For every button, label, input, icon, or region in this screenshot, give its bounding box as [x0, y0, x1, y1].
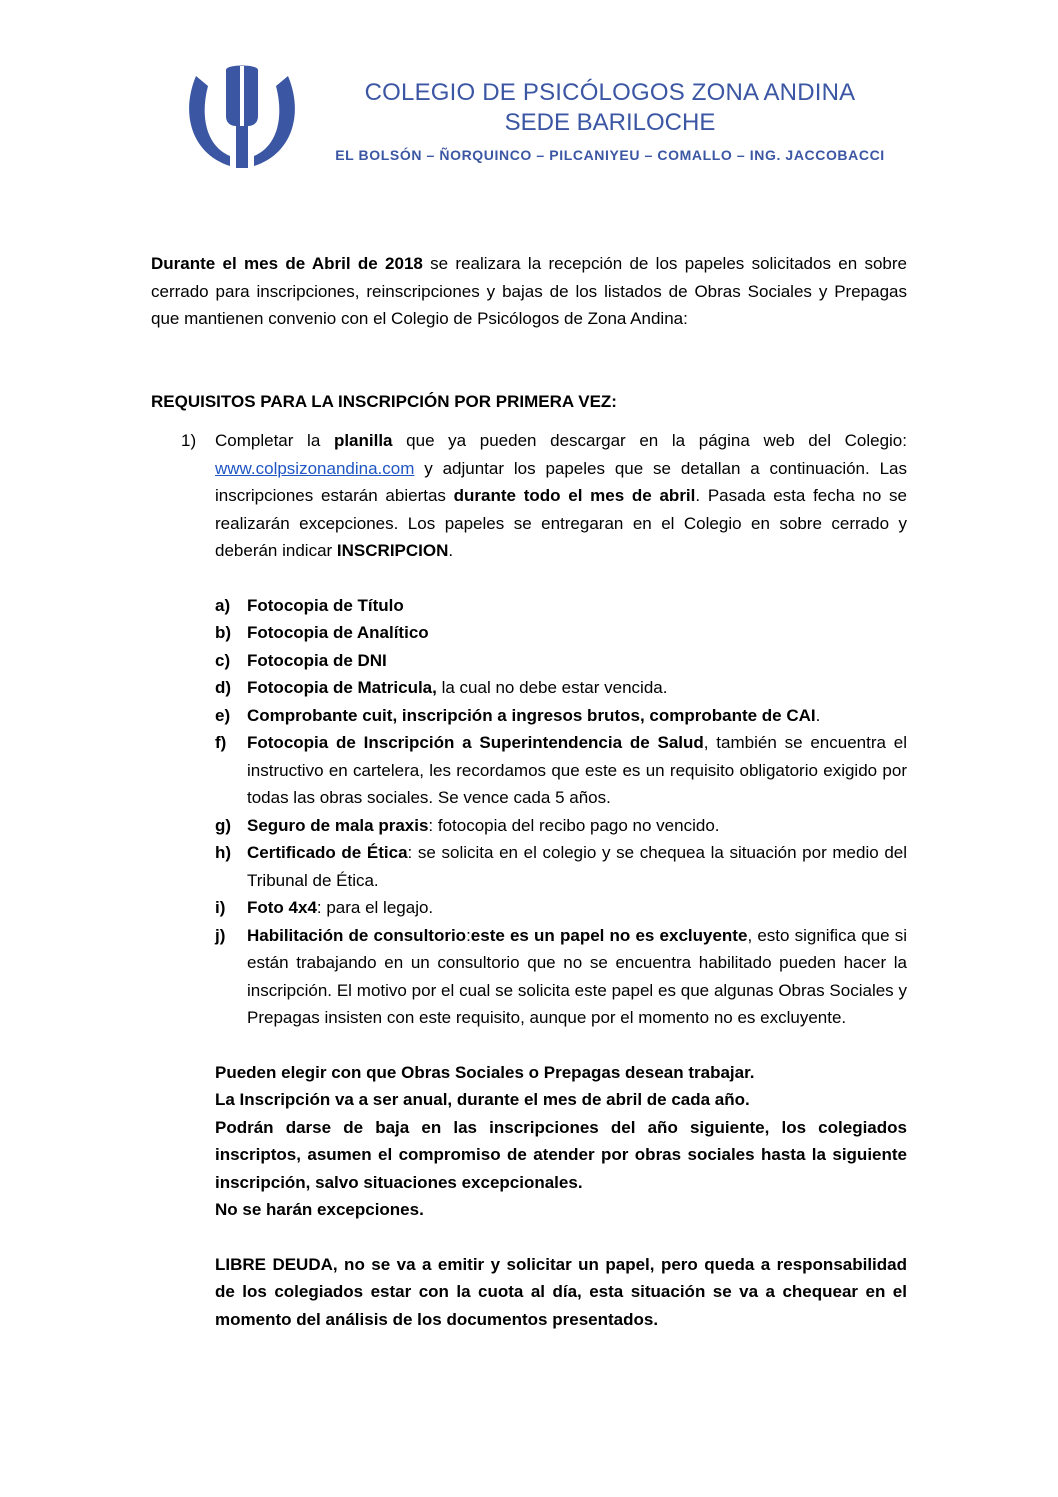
- requirement-text: .: [815, 705, 821, 725]
- list-letter: h): [215, 843, 232, 862]
- list-item: [151, 592, 907, 620]
- list-letter: g): [215, 815, 232, 835]
- requirement-title: Comprobante cuit, inscripción a ingresos brutos, comprobante de CAI: [247, 705, 816, 725]
- list-letter: c): [215, 650, 231, 670]
- note-line: La Inscripción va a ser anual, durante el mes de abril de cada año.: [215, 1090, 750, 1109]
- list-letter: e): [215, 705, 231, 725]
- list-item: [151, 674, 907, 702]
- list-letter: d): [215, 678, 232, 697]
- item1-text-2: que ya pueden descargar en la página web del Colegio:: [392, 431, 907, 450]
- intro-text: se realizara la recepción de los papeles solicitados en sobre cerrado para inscripciones, reinscripciones y bajas de los listados de Obras Sociales y Prepagas que mantienen convenio con el Colegio de Psicólogos de Zona Andina:: [151, 254, 907, 328]
- requirement-text: :: [466, 925, 471, 945]
- requirement-text-2: , esto significa que si están trabajando en un consultorio que no se encuentra habilitado pueden hacer la inscripción. El motivo por el cual se solicita este papel es que algunas Obras Sociales y Prepagas insisten con este requisito, aunque por el momento no es excluyente.: [247, 925, 907, 1027]
- requirement-title: Fotocopia de Matricula,: [247, 678, 437, 697]
- intro-paragraph: [151, 250, 907, 333]
- item1-bold-planilla: planilla: [333, 431, 393, 450]
- requirement-title: Certificado de Ética: [247, 843, 408, 862]
- document-body: [151, 250, 907, 1333]
- note-line: Podrán darse de baja en las inscripciones del año siguiente, los colegiados inscriptos, asumen el compromiso de atender por obras sociales hasta la siguiente inscripción, salvo situaciones excepcionales.: [215, 1117, 907, 1192]
- list-letter: a): [215, 595, 231, 615]
- letterhead: [330, 78, 890, 166]
- requirement-title: Fotocopia de DNI: [247, 650, 387, 670]
- organization-title: COLEGIO DE PSICÓLOGOS ZONA ANDINA: [364, 79, 856, 106]
- psi-logo-icon: [186, 64, 298, 170]
- note-line: No se harán excepciones.: [215, 1200, 424, 1219]
- intro-lead: Durante el mes de Abril de 2018: [151, 254, 423, 273]
- organization-towns: EL BOLSÓN – ÑORQUINCO – PILCANIYEU – COMALLO – ING. JACCOBACCI: [335, 147, 885, 163]
- item1-bold-inscripcion: INSCRIPCION: [336, 541, 449, 560]
- requirement-title: Foto 4x4: [247, 898, 317, 917]
- list-item: [151, 922, 907, 1032]
- website-link[interactable]: www.colpsizonandina.com: [215, 458, 415, 478]
- requirement-title: Fotocopia de Inscripción a Superintendencia de Salud: [247, 733, 704, 752]
- requirement-text: , también se encuentra el instructivo en cartelera, les recordamos que este es un requisito obligatorio exigido por todas las obras sociales. Se vence cada 5 años.: [247, 733, 907, 807]
- list-letter: j): [215, 925, 226, 945]
- list-letter: i): [215, 898, 226, 917]
- requirement-emphasis: este es un papel no es excluyente: [470, 925, 748, 945]
- item1-text-5: .: [448, 541, 454, 560]
- requirement-title: Habilitación de consultorio: [247, 925, 467, 945]
- item-number: 1): [181, 431, 197, 450]
- numbered-item-1: [151, 427, 907, 565]
- list-item: [151, 619, 907, 647]
- list-item: [151, 702, 907, 730]
- item1-text-1: Completar la: [215, 431, 334, 450]
- libre-deuda-paragraph: LIBRE DEUDA, no se va a emitir y solicitar un papel, pero queda a responsabilidad de los colegiados estar con la cuota al día, esta situación se va a chequear en el momento del análisis de los documentos presentados.: [215, 1254, 907, 1329]
- item1-text-3: y adjuntar los papeles que se detallan a continuación. Las inscripciones estarán abiertas: [215, 458, 907, 505]
- organization-subtitle: SEDE BARILOCHE: [504, 109, 716, 136]
- requirement-title: Seguro de mala praxis: [247, 815, 429, 835]
- list-item: [151, 894, 907, 922]
- requirements-list: [151, 592, 907, 1032]
- note-line: Pueden elegir con que Obras Sociales o Prepagas desean trabajar.: [215, 1062, 755, 1082]
- requirement-title: Fotocopia de Analítico: [247, 623, 429, 642]
- requirement-text: : se solicita en el colegio y se chequea la situación por medio del Tribunal de Ética.: [247, 843, 908, 890]
- requirement-text: la cual no debe estar vencida.: [436, 678, 668, 697]
- list-item: [151, 839, 907, 894]
- list-item: [151, 729, 907, 812]
- requirement-title: Fotocopia de Título: [247, 595, 404, 615]
- requirement-text: : para el legajo.: [316, 898, 434, 917]
- item1-text-4: . Pasada esta fecha no se realizarán excepciones. Los papeles se entregaran en el Colegio en sobre cerrado y deberán indicar: [215, 486, 907, 560]
- list-item: [151, 647, 907, 675]
- requirement-text: : fotocopia del recibo pago no vencido.: [428, 815, 720, 835]
- section-title: REQUISITOS PARA LA INSCRIPCIÓN POR PRIMERA VEZ:: [151, 391, 617, 411]
- list-item: [151, 812, 907, 840]
- notes-block: [151, 1059, 907, 1224]
- list-letter: b): [215, 623, 232, 642]
- item1-bold-period: durante todo el mes de abril: [453, 486, 696, 505]
- list-letter: f): [215, 733, 227, 752]
